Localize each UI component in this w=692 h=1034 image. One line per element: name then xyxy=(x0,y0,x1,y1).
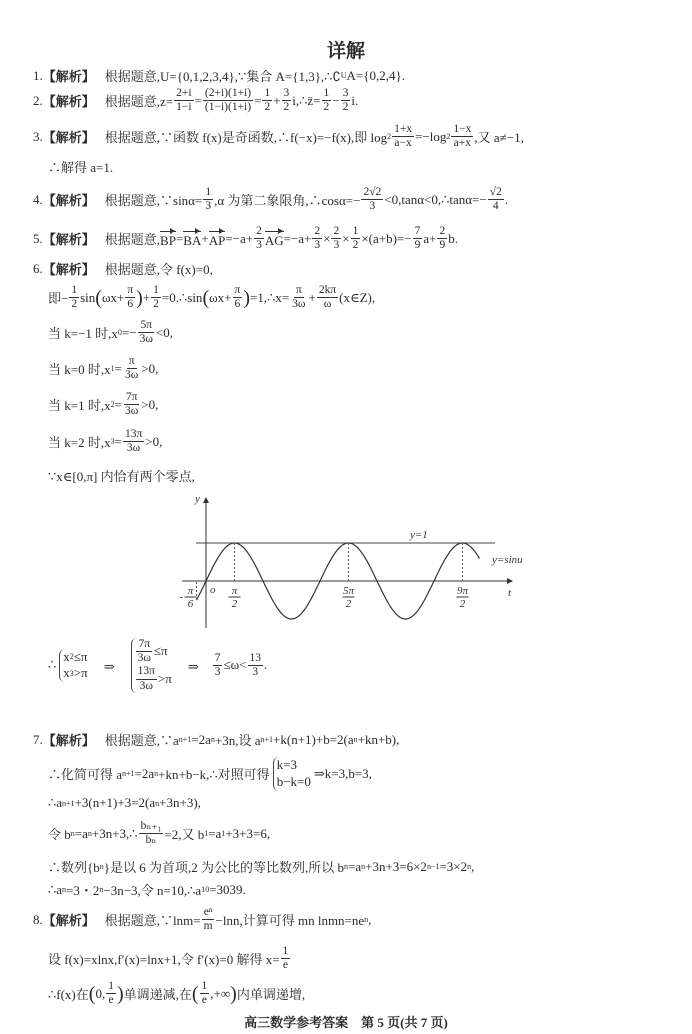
math-text: 根据题意,U={0,1,2,3,4},∵集合 A={1,3},∴∁ xyxy=(104,69,341,84)
system-row xyxy=(135,665,172,692)
numerator: 3 xyxy=(282,87,292,101)
vector: AP xyxy=(209,229,226,249)
paren: ( xyxy=(95,286,102,309)
analysis-label: 【解析】 xyxy=(42,69,95,84)
denominator: 3ω xyxy=(124,369,139,382)
math-text: 8. xyxy=(33,911,43,927)
subscript: n+1 xyxy=(122,769,135,779)
numerator: √2 xyxy=(488,186,504,200)
answer-8 xyxy=(33,906,371,933)
subscript: n xyxy=(155,798,160,808)
math-text: 5. xyxy=(33,230,43,246)
math-text: 根据题意,∵lnm= xyxy=(104,913,201,929)
numerator: 1 xyxy=(69,284,79,298)
denominator: 3ω xyxy=(139,333,153,346)
math-text: +3n+3,∴ xyxy=(91,825,138,841)
numerator: 2 xyxy=(437,225,447,239)
denominator: 6 xyxy=(234,298,241,311)
subscript: n+1 xyxy=(178,735,192,744)
answer-7-line xyxy=(48,757,372,791)
math-text: =3・2 xyxy=(66,883,100,898)
math-text: ×(a+b)=− xyxy=(361,230,412,246)
subscript: 2 xyxy=(387,132,392,142)
math-text: + xyxy=(273,92,281,108)
math-text: ⇒ xyxy=(174,658,212,674)
math-text: i. xyxy=(351,92,359,108)
numerator: 2 xyxy=(312,225,322,239)
denominator: 2 xyxy=(352,239,359,252)
paren: ( xyxy=(88,982,96,1005)
math-text: × xyxy=(342,230,350,246)
subscript: n xyxy=(70,829,75,839)
t-axis-label: t xyxy=(508,587,512,599)
numerator: 1 xyxy=(151,284,161,298)
system-row xyxy=(135,638,172,665)
tick-label-denominator: 2 xyxy=(231,598,238,610)
analysis-label: 【解析】 xyxy=(42,913,95,929)
math-text: +kn+b−k,∴对照可得 xyxy=(158,767,270,783)
math-text: =−a+ xyxy=(283,230,312,246)
numerator: 13 xyxy=(248,652,264,666)
system-row xyxy=(277,757,311,774)
denominator: e xyxy=(282,959,288,972)
numerator: 1−x xyxy=(451,123,473,137)
math-text: >0, xyxy=(141,360,159,376)
math-text: ωx+ xyxy=(209,289,232,305)
subscript: n xyxy=(62,885,67,894)
math-text: =3×2 xyxy=(439,858,468,874)
system-row xyxy=(277,774,311,791)
math-text: ∴化简可得 a xyxy=(48,767,123,783)
denominator: (1−i)(1+i) xyxy=(204,101,252,114)
tick-label-numerator: 9π xyxy=(456,585,469,597)
subscript: U xyxy=(340,71,347,80)
math-text: >π xyxy=(157,670,172,686)
numerator: eⁿ xyxy=(202,906,215,920)
math-text: 设 f(x)=xlnx,f′(x)=lnx+1,令 f′(x)=0 解得 x= xyxy=(48,952,280,968)
page-footer: 高三数学参考答案 第 5 页(共 7 页) xyxy=(244,1015,448,1030)
math-text: +kn+b), xyxy=(357,731,400,747)
math-text: = xyxy=(175,230,184,246)
subscript: 10 xyxy=(201,885,210,894)
subscript: n xyxy=(353,735,358,744)
origin-label: o xyxy=(210,584,216,596)
numerator: 1 xyxy=(281,945,291,959)
subscript: 3 xyxy=(110,437,115,447)
numerator: 2√2 xyxy=(361,186,383,200)
system-row xyxy=(63,665,87,682)
math-text: 当 k=0 时,x xyxy=(48,362,111,378)
subscript: 3 xyxy=(69,668,74,678)
numerator: 1 xyxy=(200,980,210,994)
math-text: − xyxy=(332,92,340,108)
math-text: = xyxy=(114,396,122,412)
denominator: a−x xyxy=(394,137,412,150)
denominator: 3 xyxy=(314,239,321,252)
math-text: <0,tanα<0,∴tanα=− xyxy=(384,191,487,207)
math-text: A={0,2,4}. xyxy=(346,67,405,83)
numerator: 13π xyxy=(136,665,157,679)
math-text: =−a+ xyxy=(225,230,254,246)
math-text: =0.∴sin xyxy=(161,289,203,305)
math-text: ∴ xyxy=(48,657,57,673)
numerator: 2 xyxy=(254,225,264,239)
math-text: ≤π xyxy=(73,648,88,664)
math-text: =a xyxy=(74,825,88,841)
math-text: >0, xyxy=(141,396,159,412)
tick-label-numerator: π xyxy=(231,585,238,597)
math-text: 根据题意,∵a xyxy=(104,733,179,748)
math-text: <0, xyxy=(155,324,174,340)
paren: ) xyxy=(136,286,143,309)
math-text: }是以 6 为首项,2 为公比的等比数列,所以 b xyxy=(103,860,344,875)
math-text: 单调递减,在 xyxy=(123,987,192,1003)
answer-8-line xyxy=(48,980,305,1007)
math-text: =2a xyxy=(134,765,155,781)
denominator: 3 xyxy=(214,665,221,678)
math-text: = xyxy=(254,92,262,108)
math-text: =a xyxy=(208,825,222,841)
math-text: =−log xyxy=(415,128,447,144)
math-text: +3n+3=6×2 xyxy=(365,858,427,874)
math-text: + xyxy=(142,289,151,305)
math-text: 当 k=2 时,x xyxy=(48,435,111,451)
numerator: 1 xyxy=(322,87,332,101)
equation-system xyxy=(273,757,311,791)
numerator: 5π xyxy=(138,319,154,333)
denominator: 3 xyxy=(256,239,262,252)
math-text: b. xyxy=(448,230,458,246)
math-text: ⇒ xyxy=(90,658,128,674)
denominator: 3ω xyxy=(137,652,151,665)
math-text: 6. xyxy=(33,260,43,276)
fraction xyxy=(139,820,164,847)
superscript: n xyxy=(364,915,369,925)
fraction xyxy=(202,906,215,933)
tick-label-numerator: π xyxy=(187,585,194,597)
denominator: 3 xyxy=(369,200,376,213)
math-text: b−k=0 xyxy=(276,773,311,789)
math-text: 根据题意,∵sinα= xyxy=(104,193,203,209)
math-text: 即− xyxy=(48,291,69,307)
math-text: 当 k=1 时,x xyxy=(48,398,111,414)
math-text: + xyxy=(201,230,209,246)
denominator: 2 xyxy=(342,101,349,114)
denominator: 2 xyxy=(71,298,78,311)
subscript: 2 xyxy=(69,651,74,661)
math-text: +3n+3), xyxy=(159,795,201,810)
numerator: π xyxy=(127,355,137,369)
math-text: = xyxy=(114,360,122,376)
numerator: 1 xyxy=(106,980,116,994)
numerator: bₙ₊₁ xyxy=(139,820,164,834)
subscript: n+1 xyxy=(62,798,75,808)
denominator: 3ω xyxy=(292,298,306,311)
math-text: sin xyxy=(80,289,96,305)
math-text: + xyxy=(308,289,316,305)
superscript: n xyxy=(99,885,104,894)
math-text: +3n,设 a xyxy=(214,733,261,748)
math-text: 根据题意,∵函数 f(x)是奇函数,∴f(−x)=−f(x),即 log xyxy=(104,130,388,146)
math-text: +3(n+1)+3=2(a xyxy=(74,795,156,810)
math-text: =2,又 b xyxy=(164,827,205,843)
denominator: m xyxy=(203,920,213,933)
math-text: = xyxy=(114,433,122,449)
subscript: n xyxy=(361,862,366,871)
answer-7-line xyxy=(48,880,246,899)
denominator: 2 xyxy=(283,101,290,114)
math-text: 4. xyxy=(33,191,43,207)
analysis-label: 【解析】 xyxy=(42,733,95,748)
numerator: 1 xyxy=(351,225,361,239)
denominator: 3ω xyxy=(139,679,153,692)
math-text: ∴a xyxy=(48,881,63,897)
numerator: 3 xyxy=(341,87,351,101)
y-axis-label: y xyxy=(195,493,200,505)
math-text: +k(n+1)+b=2(a xyxy=(273,731,354,747)
superscript: n xyxy=(467,862,472,871)
answer-7-line xyxy=(48,795,201,811)
tick-label-denominator: 6 xyxy=(187,598,194,610)
curve-label: y=sinu xyxy=(492,554,523,566)
equation-system xyxy=(131,638,172,693)
numerator: 2kπ xyxy=(317,284,338,298)
math-text: −3n−3,令 n=10,∴a xyxy=(103,883,202,898)
math-text: x xyxy=(63,665,70,681)
subscript: n xyxy=(344,862,348,871)
subscript: 0 xyxy=(117,328,122,338)
math-text: =2a xyxy=(191,731,211,747)
subscript: 1 xyxy=(221,829,226,839)
denominator: a+x xyxy=(453,137,472,150)
equation-system xyxy=(59,649,87,683)
denominator: e xyxy=(201,994,207,1007)
numerator: 7π xyxy=(136,638,152,652)
subscript: 1 xyxy=(110,364,115,374)
math-text: =a xyxy=(348,858,362,874)
denominator: 6 xyxy=(127,298,134,311)
denominator: 3 xyxy=(252,665,259,678)
math-text: , xyxy=(368,911,372,927)
math-text: , xyxy=(471,858,475,874)
subscript: 1 xyxy=(204,829,209,839)
denominator: bₙ xyxy=(145,834,157,847)
numerator: 1 xyxy=(262,87,272,101)
paren: ) xyxy=(230,982,237,1005)
answer-6-conclusion xyxy=(48,638,267,693)
analysis-label: 【解析】 xyxy=(42,262,95,277)
fraction xyxy=(136,665,157,692)
numerator: π xyxy=(125,284,135,298)
answer-7 xyxy=(33,730,399,749)
tick-label-denominator: 2 xyxy=(459,598,466,610)
math-text: 当 k=−1 时,x xyxy=(48,326,118,342)
math-text: =3039. xyxy=(209,881,246,897)
math-text: = xyxy=(194,92,202,108)
math-text: ∴解得 a=1. xyxy=(48,160,114,175)
answer-7-line xyxy=(48,820,270,847)
math-text: ∴a xyxy=(48,795,63,810)
fraction xyxy=(200,980,210,1007)
denominator: 1−i xyxy=(176,101,192,114)
math-text: ≤π xyxy=(153,643,168,659)
subscript: n xyxy=(99,862,104,871)
denominator: e xyxy=(108,994,114,1007)
math-text: 7. xyxy=(33,731,43,747)
math-text: i,∴z̄= xyxy=(292,92,321,108)
math-text: 0, xyxy=(95,985,106,1001)
math-text: 1. xyxy=(33,67,43,83)
line-label: y=1 xyxy=(410,529,428,541)
math-text: ∵x∈[0,π] 内恰有两个零点, xyxy=(48,469,195,484)
analysis-label: 【解析】 xyxy=(42,232,95,248)
math-text: 根据题意,z= xyxy=(104,94,174,110)
numerator: (2+i)(1+i) xyxy=(203,87,253,101)
superscript: n−1 xyxy=(426,862,440,871)
denominator: 3 xyxy=(205,200,212,213)
math-text: k=3 xyxy=(276,757,298,772)
denominator: 3 xyxy=(333,239,340,252)
math-text: × xyxy=(323,230,331,246)
tick-label-denominator: 2 xyxy=(345,598,352,610)
math-text: ,α 为第二象限角,∴cosα=− xyxy=(214,193,361,209)
math-text: ⇒k=3,b=3, xyxy=(313,765,372,781)
tick-label-numerator: 5π xyxy=(342,585,355,597)
numerator: 2+i xyxy=(174,87,193,101)
math-text: . xyxy=(504,191,509,207)
denominator: ω xyxy=(323,298,332,311)
fraction xyxy=(106,980,116,1007)
paren: ) xyxy=(116,982,124,1005)
numerator: 7 xyxy=(213,652,223,666)
math-text: +3+3=6, xyxy=(225,825,271,841)
subscript: n+1 xyxy=(260,735,274,744)
vector: AG xyxy=(265,229,284,249)
analysis-label: 【解析】 xyxy=(42,193,95,209)
denominator: 3ω xyxy=(126,442,141,455)
math-text: >0, xyxy=(145,433,163,449)
math-text: −lnn,计算可得 mn lnmn=ne xyxy=(215,913,365,929)
tick-sign: - xyxy=(179,591,184,603)
subscript: 2 xyxy=(446,132,451,142)
numerator: 7π xyxy=(124,391,140,405)
subscript: n xyxy=(87,829,92,839)
paren: ( xyxy=(191,982,199,1005)
numerator: 7 xyxy=(413,225,423,239)
numerator: π xyxy=(294,284,304,298)
analysis-label: 【解析】 xyxy=(42,94,95,110)
math-text: ∴数列{b xyxy=(48,860,100,875)
answer-8-line xyxy=(48,945,291,972)
denominator: 2 xyxy=(323,101,330,114)
numerator: 13π xyxy=(123,428,144,442)
system-row xyxy=(63,649,87,666)
math-text: ωx+ xyxy=(101,289,125,305)
math-text: 令 b xyxy=(48,827,71,843)
denominator: 9 xyxy=(439,239,446,252)
subscript: n xyxy=(154,769,159,779)
math-text: >π xyxy=(73,665,88,681)
fraction xyxy=(248,652,264,679)
numerator: 1 xyxy=(203,186,213,200)
numerator: π xyxy=(233,284,243,298)
math-text: . xyxy=(264,657,268,673)
page-title: 详解 xyxy=(326,41,365,62)
math-text: 内单调递增, xyxy=(236,987,306,1003)
denominator: 2 xyxy=(153,298,159,311)
math-text: 根据题意, xyxy=(104,232,161,248)
paren: ( xyxy=(202,286,210,309)
subscript: 2 xyxy=(110,400,115,410)
math-text: ∴f(x)在 xyxy=(48,987,89,1003)
paren: ) xyxy=(243,286,250,309)
math-text: (x∈Z), xyxy=(339,289,376,305)
denominator: 9 xyxy=(414,239,421,252)
math-text: a+ xyxy=(423,230,437,246)
denominator: 2 xyxy=(264,101,271,114)
numerator: 2 xyxy=(331,225,341,239)
fraction xyxy=(136,638,153,665)
denominator: 3ω xyxy=(124,405,139,418)
vector: BP xyxy=(160,229,176,249)
vector: BA xyxy=(183,229,201,249)
analysis-label: 【解析】 xyxy=(42,130,95,146)
denominator: 4 xyxy=(492,200,499,213)
fraction xyxy=(213,652,223,679)
numerator: 1+x xyxy=(392,123,414,137)
answer-7-line xyxy=(48,857,474,876)
math-text: ≤ω< xyxy=(223,657,247,673)
subscript: n xyxy=(210,735,215,744)
math-text: 根据题意,令 f(x)=0, xyxy=(104,262,213,277)
fraction xyxy=(281,945,291,972)
math-text: ,又 a≠−1, xyxy=(474,130,524,146)
math-text: 3. xyxy=(33,128,43,144)
math-text: ,+∞ xyxy=(210,985,231,1001)
math-text: 2. xyxy=(33,92,43,108)
math-text: x xyxy=(63,648,70,664)
math-text: =1,∴x= xyxy=(249,289,290,305)
math-text: =− xyxy=(121,324,137,340)
